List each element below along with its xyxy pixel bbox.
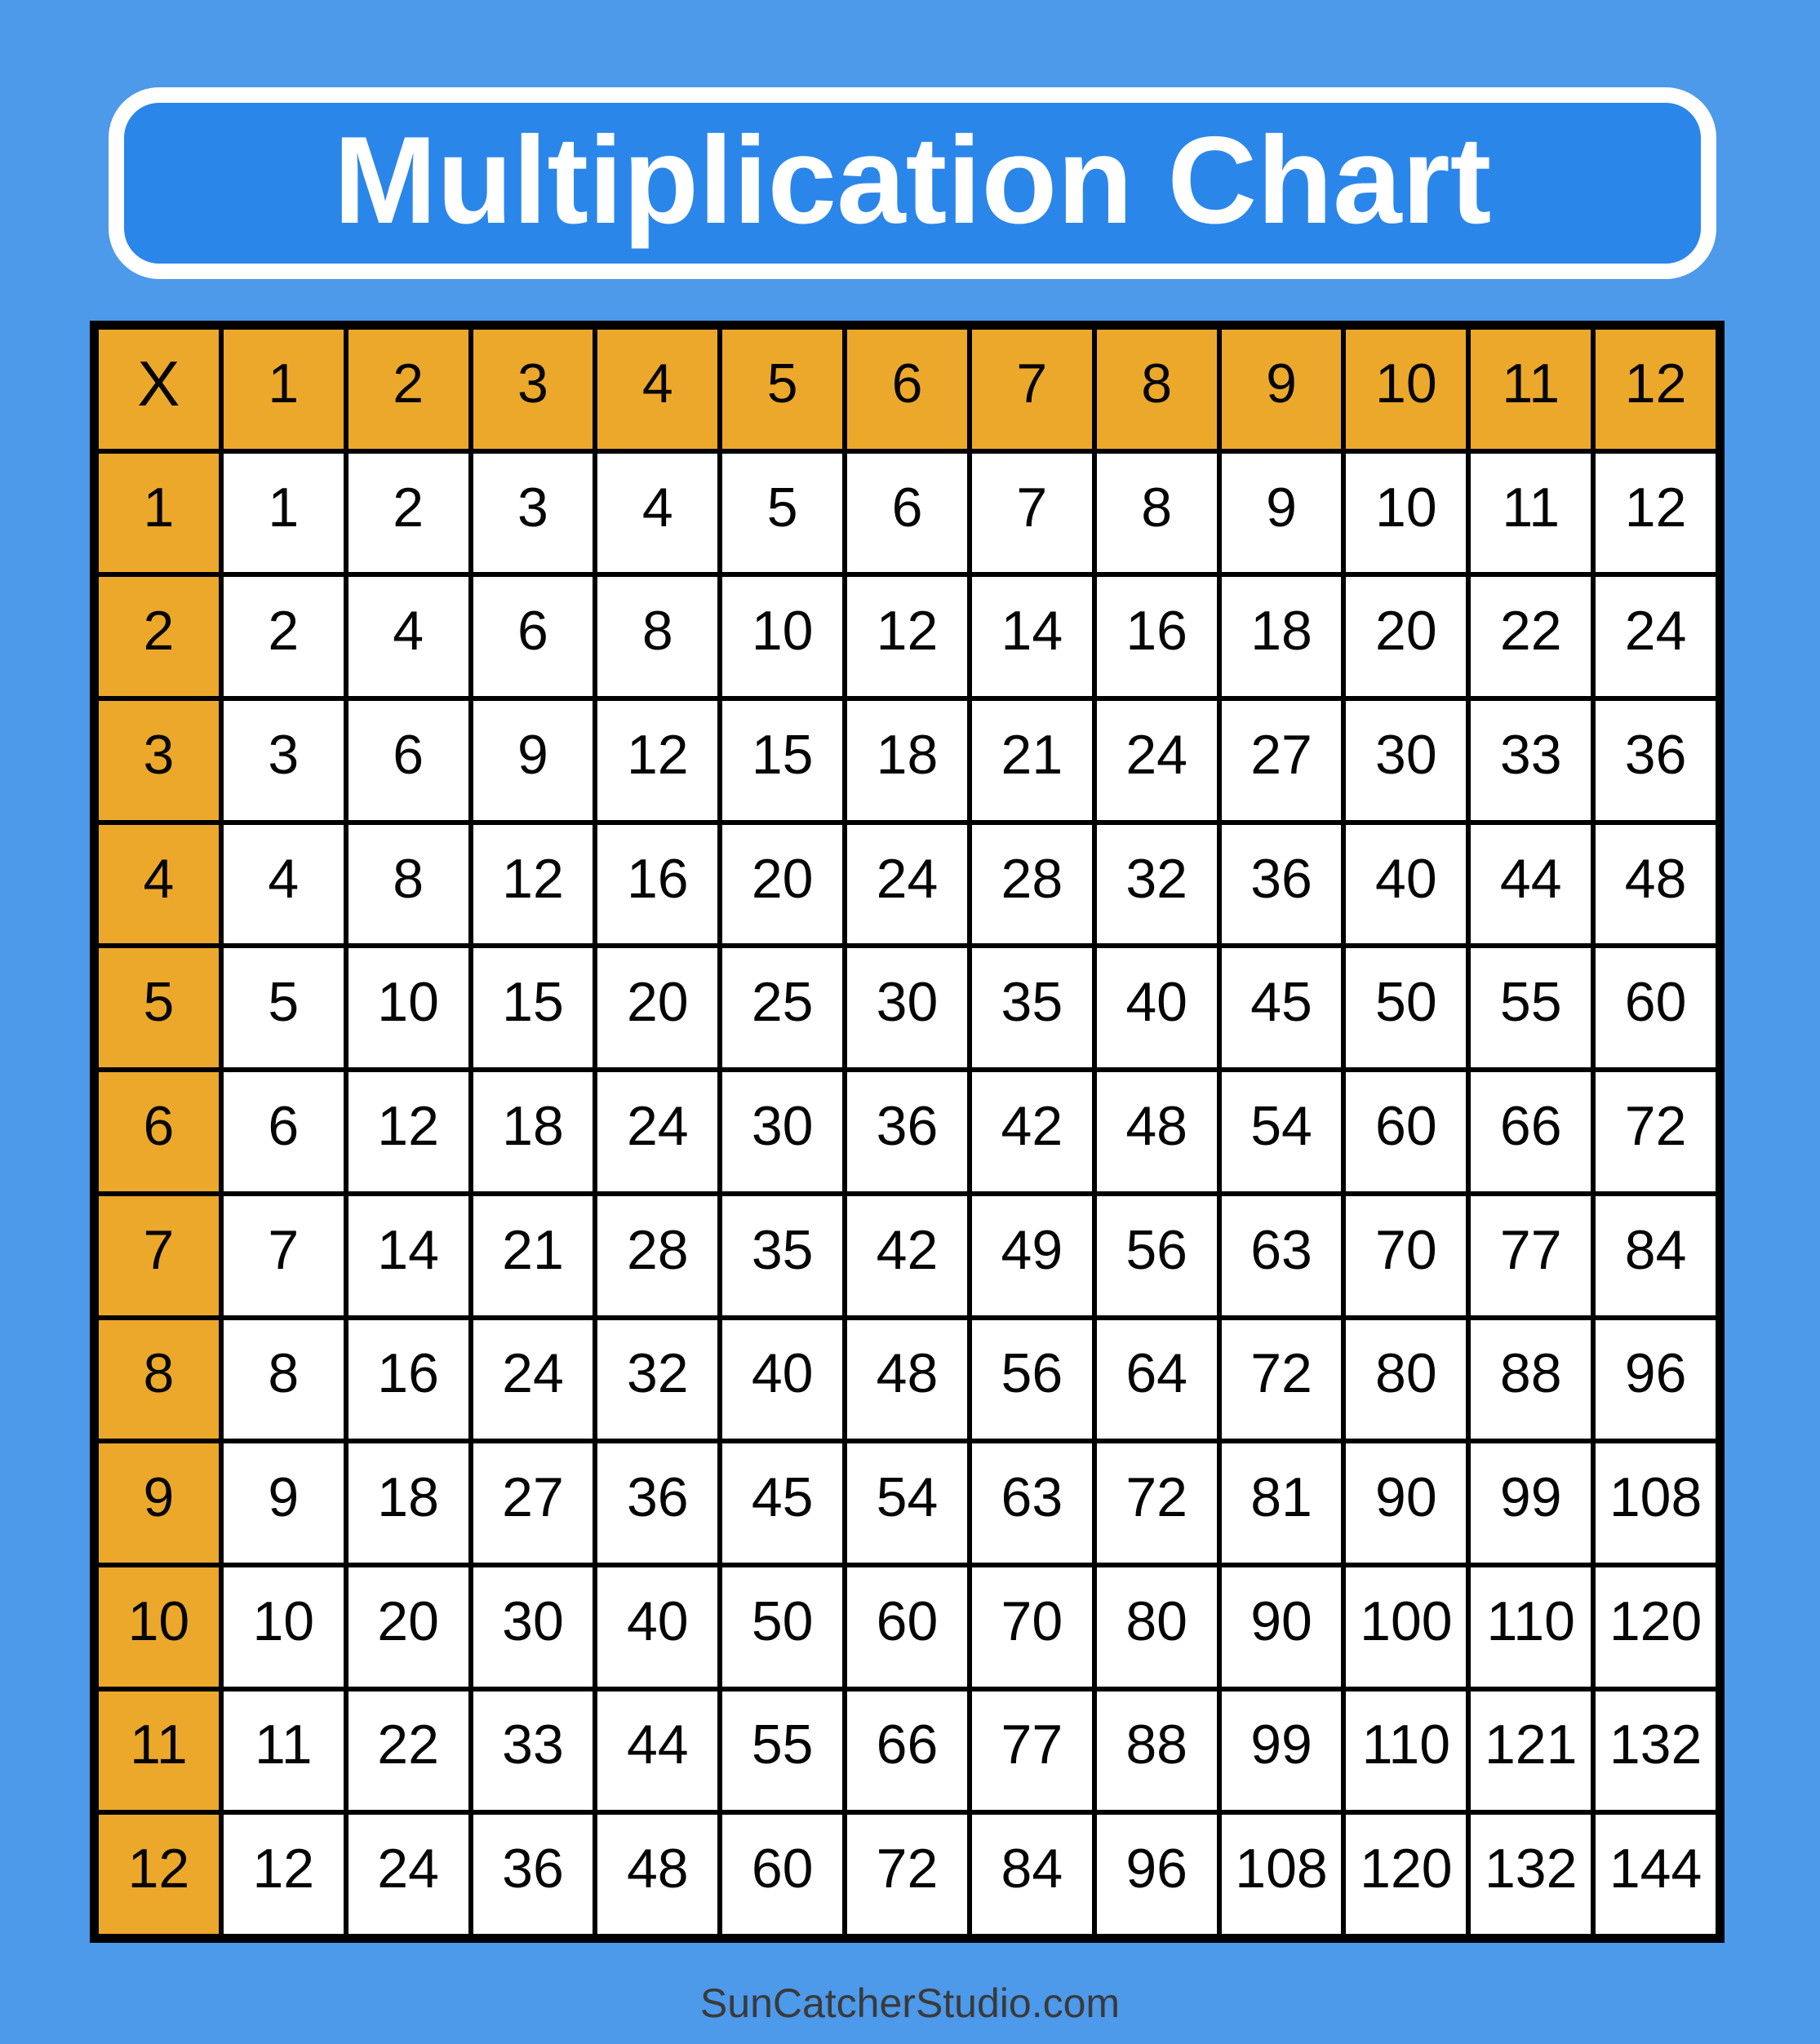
- product-cell-4x1: 4: [224, 825, 344, 944]
- product-cell-3x8: 24: [1097, 701, 1217, 820]
- product-cell-7x3: 21: [473, 1196, 593, 1315]
- col-header-cell-8: 8: [1097, 330, 1217, 449]
- product-cell-12x6: 72: [847, 1815, 967, 1934]
- product-cell-4x5: 20: [722, 825, 842, 944]
- product-cell-3x6: 18: [847, 701, 967, 820]
- product-cell-2x11: 22: [1471, 577, 1591, 696]
- product-cell-8x6: 48: [847, 1320, 967, 1439]
- product-cell-1x5: 5: [722, 454, 842, 573]
- product-cell-6x6: 36: [847, 1072, 967, 1191]
- product-cell-2x4: 8: [597, 577, 717, 696]
- product-cell-10x6: 60: [847, 1567, 967, 1687]
- product-cell-7x5: 35: [722, 1196, 842, 1315]
- product-cell-10x11: 110: [1471, 1567, 1591, 1687]
- product-cell-5x5: 25: [722, 948, 842, 1067]
- product-cell-5x6: 30: [847, 948, 967, 1067]
- product-cell-8x11: 88: [1471, 1320, 1591, 1439]
- product-cell-3x7: 21: [972, 701, 1092, 820]
- product-cell-5x7: 35: [972, 948, 1092, 1067]
- product-cell-9x3: 27: [473, 1443, 593, 1563]
- product-cell-12x10: 120: [1346, 1815, 1466, 1934]
- product-cell-7x2: 14: [348, 1196, 468, 1315]
- product-cell-1x1: 1: [224, 454, 344, 573]
- product-cell-10x9: 90: [1222, 1567, 1342, 1687]
- product-cell-8x1: 8: [224, 1320, 344, 1439]
- product-cell-8x9: 72: [1222, 1320, 1342, 1439]
- product-cell-8x4: 32: [597, 1320, 717, 1439]
- product-cell-3x10: 30: [1346, 701, 1466, 820]
- col-header-cell-7: 7: [972, 330, 1092, 449]
- product-cell-6x11: 66: [1471, 1072, 1591, 1191]
- product-cell-4x9: 36: [1222, 825, 1342, 944]
- product-cell-11x12: 132: [1596, 1692, 1716, 1811]
- product-cell-4x6: 24: [847, 825, 967, 944]
- col-header-cell-2: 2: [348, 330, 468, 449]
- product-cell-1x9: 9: [1222, 454, 1342, 573]
- product-cell-4x3: 12: [473, 825, 593, 944]
- product-cell-3x3: 9: [473, 701, 593, 820]
- product-cell-7x6: 42: [847, 1196, 967, 1315]
- product-cell-7x4: 28: [597, 1196, 717, 1315]
- product-cell-12x1: 12: [224, 1815, 344, 1934]
- product-cell-5x1: 5: [224, 948, 344, 1067]
- product-cell-2x8: 16: [1097, 577, 1217, 696]
- row-header-cell-9: 9: [99, 1443, 219, 1563]
- product-cell-1x8: 8: [1097, 454, 1217, 573]
- col-header-cell-6: 6: [847, 330, 967, 449]
- product-cell-2x7: 14: [972, 577, 1092, 696]
- product-cell-10x8: 80: [1097, 1567, 1217, 1687]
- product-cell-5x3: 15: [473, 948, 593, 1067]
- product-cell-4x2: 8: [348, 825, 468, 944]
- product-cell-12x3: 36: [473, 1815, 593, 1934]
- col-header-cell-9: 9: [1222, 330, 1342, 449]
- product-cell-6x8: 48: [1097, 1072, 1217, 1191]
- product-cell-11x10: 110: [1346, 1692, 1466, 1811]
- product-cell-6x12: 72: [1596, 1072, 1716, 1191]
- product-cell-5x11: 55: [1471, 948, 1591, 1067]
- product-cell-9x6: 54: [847, 1443, 967, 1563]
- product-cell-3x11: 33: [1471, 701, 1591, 820]
- product-cell-4x7: 28: [972, 825, 1092, 944]
- product-cell-3x12: 36: [1596, 701, 1716, 820]
- product-cell-6x4: 24: [597, 1072, 717, 1191]
- product-cell-7x9: 63: [1222, 1196, 1342, 1315]
- product-cell-10x10: 100: [1346, 1567, 1466, 1687]
- product-cell-11x3: 33: [473, 1692, 593, 1811]
- product-cell-1x6: 6: [847, 454, 967, 573]
- product-cell-11x1: 11: [224, 1692, 344, 1811]
- product-cell-2x3: 6: [473, 577, 593, 696]
- product-cell-8x10: 80: [1346, 1320, 1466, 1439]
- product-cell-2x2: 4: [348, 577, 468, 696]
- product-cell-5x8: 40: [1097, 948, 1217, 1067]
- product-cell-12x12: 144: [1596, 1815, 1716, 1934]
- product-cell-6x5: 30: [722, 1072, 842, 1191]
- product-cell-1x4: 4: [597, 454, 717, 573]
- product-cell-10x3: 30: [473, 1567, 593, 1687]
- product-cell-9x7: 63: [972, 1443, 1092, 1563]
- product-cell-4x12: 48: [1596, 825, 1716, 944]
- product-cell-4x10: 40: [1346, 825, 1466, 944]
- product-cell-8x2: 16: [348, 1320, 468, 1439]
- col-header-cell-3: 3: [473, 330, 593, 449]
- product-cell-11x9: 99: [1222, 1692, 1342, 1811]
- product-cell-7x7: 49: [972, 1196, 1092, 1315]
- col-header-cell-1: 1: [224, 330, 344, 449]
- product-cell-10x1: 10: [224, 1567, 344, 1687]
- product-cell-3x5: 15: [722, 701, 842, 820]
- product-cell-12x7: 84: [972, 1815, 1092, 1934]
- product-cell-11x2: 22: [348, 1692, 468, 1811]
- title-banner: [109, 87, 1716, 279]
- corner-cell: X: [99, 330, 219, 449]
- product-cell-1x7: 7: [972, 454, 1092, 573]
- product-cell-4x8: 32: [1097, 825, 1217, 944]
- product-cell-11x5: 55: [722, 1692, 842, 1811]
- product-cell-10x4: 40: [597, 1567, 717, 1687]
- product-cell-8x8: 64: [1097, 1320, 1217, 1439]
- product-cell-3x9: 27: [1222, 701, 1342, 820]
- product-cell-6x9: 54: [1222, 1072, 1342, 1191]
- product-cell-1x11: 11: [1471, 454, 1591, 573]
- product-cell-11x11: 121: [1471, 1692, 1591, 1811]
- product-cell-11x7: 77: [972, 1692, 1092, 1811]
- product-cell-2x1: 2: [224, 577, 344, 696]
- product-cell-2x6: 12: [847, 577, 967, 696]
- col-header-cell-10: 10: [1346, 330, 1466, 449]
- product-cell-3x4: 12: [597, 701, 717, 820]
- product-cell-11x4: 44: [597, 1692, 717, 1811]
- page-title: Multiplication Chart: [333, 110, 1492, 250]
- product-cell-4x4: 16: [597, 825, 717, 944]
- row-header-cell-7: 7: [99, 1196, 219, 1315]
- product-cell-6x1: 6: [224, 1072, 344, 1191]
- product-cell-7x8: 56: [1097, 1196, 1217, 1315]
- row-header-cell-6: 6: [99, 1072, 219, 1191]
- product-cell-7x10: 70: [1346, 1196, 1466, 1315]
- product-cell-9x4: 36: [597, 1443, 717, 1563]
- product-cell-6x3: 18: [473, 1072, 593, 1191]
- row-header-cell-12: 12: [99, 1815, 219, 1934]
- product-cell-2x12: 24: [1596, 577, 1716, 696]
- product-cell-5x12: 60: [1596, 948, 1716, 1067]
- product-cell-9x12: 108: [1596, 1443, 1716, 1563]
- product-cell-12x8: 96: [1097, 1815, 1217, 1934]
- product-cell-6x10: 60: [1346, 1072, 1466, 1191]
- product-cell-11x8: 88: [1097, 1692, 1217, 1811]
- product-cell-1x2: 2: [348, 454, 468, 573]
- product-cell-12x11: 132: [1471, 1815, 1591, 1934]
- product-cell-5x9: 45: [1222, 948, 1342, 1067]
- multiplication-table: [90, 321, 1725, 1943]
- product-cell-7x11: 77: [1471, 1196, 1591, 1315]
- product-cell-8x7: 56: [972, 1320, 1092, 1439]
- row-header-cell-2: 2: [99, 577, 219, 696]
- row-header-cell-8: 8: [99, 1320, 219, 1439]
- row-header-cell-5: 5: [99, 948, 219, 1067]
- product-cell-9x11: 99: [1471, 1443, 1591, 1563]
- product-cell-9x10: 90: [1346, 1443, 1466, 1563]
- row-header-cell-3: 3: [99, 701, 219, 820]
- product-cell-9x2: 18: [348, 1443, 468, 1563]
- product-cell-5x4: 20: [597, 948, 717, 1067]
- product-cell-4x11: 44: [1471, 825, 1591, 944]
- product-cell-8x3: 24: [473, 1320, 593, 1439]
- product-cell-3x2: 6: [348, 701, 468, 820]
- product-cell-1x3: 3: [473, 454, 593, 573]
- product-cell-6x7: 42: [972, 1072, 1092, 1191]
- product-cell-2x10: 20: [1346, 577, 1466, 696]
- product-cell-11x6: 66: [847, 1692, 967, 1811]
- footer-text: SunCatcherStudio.com: [699, 1980, 1121, 2026]
- product-cell-10x2: 20: [348, 1567, 468, 1687]
- product-cell-8x12: 96: [1596, 1320, 1716, 1439]
- row-header-cell-11: 11: [99, 1692, 219, 1811]
- product-cell-3x1: 3: [224, 701, 344, 820]
- product-cell-7x12: 84: [1596, 1196, 1716, 1315]
- product-cell-12x2: 24: [348, 1815, 468, 1934]
- product-cell-6x2: 12: [348, 1072, 468, 1191]
- product-cell-2x9: 18: [1222, 577, 1342, 696]
- col-header-cell-11: 11: [1471, 330, 1591, 449]
- product-cell-10x12: 120: [1596, 1567, 1716, 1687]
- product-cell-5x10: 50: [1346, 948, 1466, 1067]
- product-cell-2x5: 10: [722, 577, 842, 696]
- product-cell-9x5: 45: [722, 1443, 842, 1563]
- product-cell-1x12: 12: [1596, 454, 1716, 573]
- product-cell-12x9: 108: [1222, 1815, 1342, 1934]
- product-cell-9x8: 72: [1097, 1443, 1217, 1563]
- product-cell-5x2: 10: [348, 948, 468, 1067]
- product-cell-10x7: 70: [972, 1567, 1092, 1687]
- product-cell-12x4: 48: [597, 1815, 717, 1934]
- product-cell-7x1: 7: [224, 1196, 344, 1315]
- product-cell-9x9: 81: [1222, 1443, 1342, 1563]
- product-cell-10x5: 50: [722, 1567, 842, 1687]
- product-cell-1x10: 10: [1346, 454, 1466, 573]
- product-cell-8x5: 40: [722, 1320, 842, 1439]
- row-header-cell-1: 1: [99, 454, 219, 573]
- col-header-cell-12: 12: [1596, 330, 1716, 449]
- row-header-cell-4: 4: [99, 825, 219, 944]
- product-cell-9x1: 9: [224, 1443, 344, 1563]
- product-cell-12x5: 60: [722, 1815, 842, 1934]
- col-header-cell-4: 4: [597, 330, 717, 449]
- row-header-cell-10: 10: [99, 1567, 219, 1687]
- col-header-cell-5: 5: [722, 330, 842, 449]
